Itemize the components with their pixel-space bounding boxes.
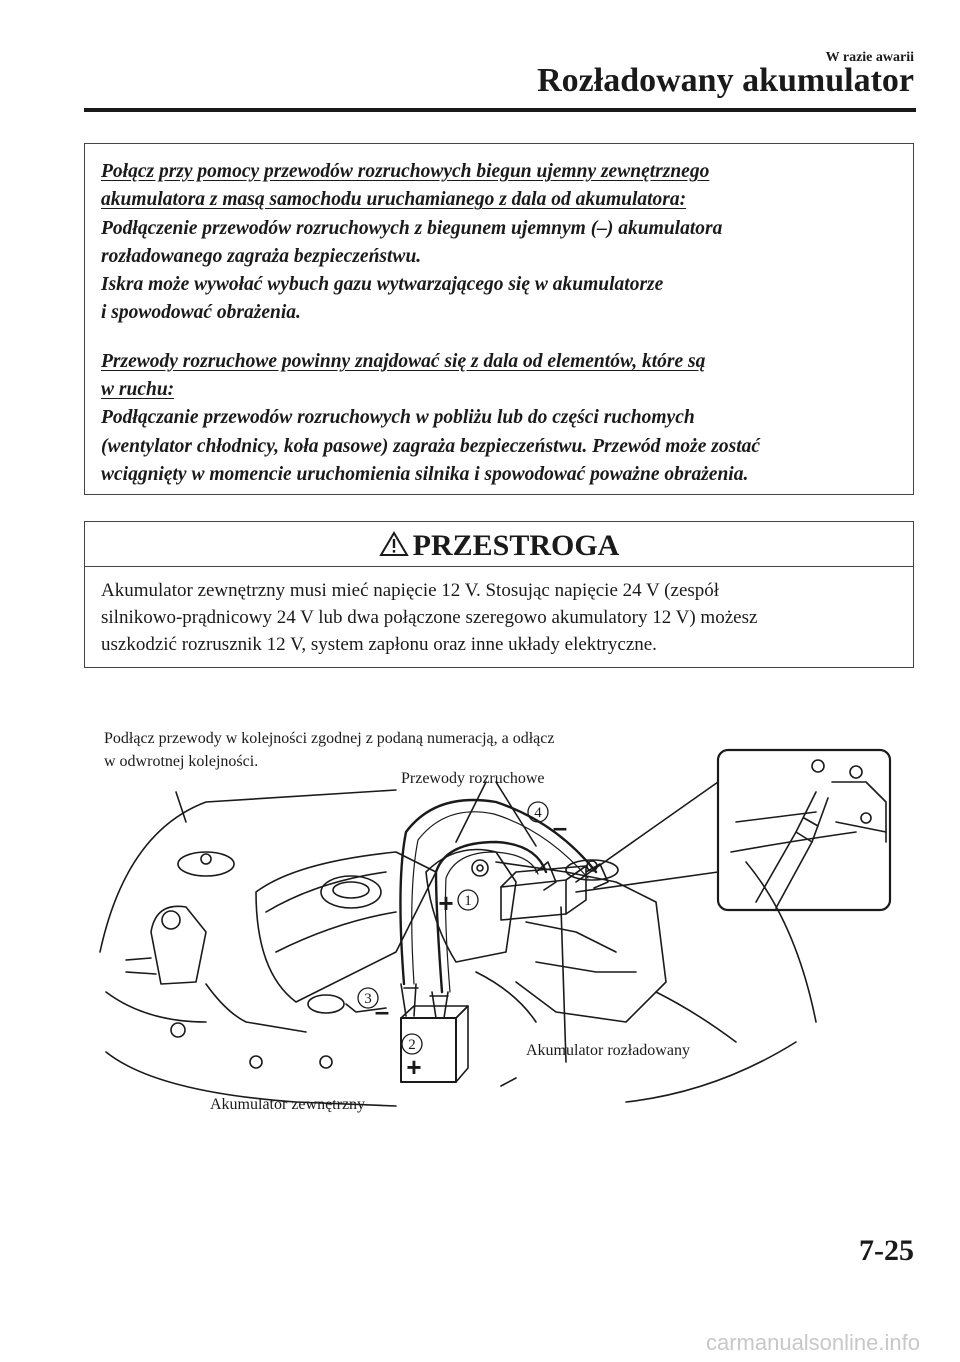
- warning-text-line: Podłączanie przewodów rozruchowych w pobliżu lub do części ruchomych: [101, 407, 695, 429]
- warning-heading-line: Połącz przy pomocy przewodów rozruchowych biegun ujemny zewnętrznego: [101, 161, 710, 182]
- caution-text-line: Akumulator zewnętrzny musi mieć napięcie 12 V. Stosując napięcie 24 V (zespół: [101, 580, 720, 601]
- step-2-label: 2: [408, 1037, 416, 1053]
- warning-text-line: rozładowanego zagraża bezpieczeństwu.: [101, 245, 422, 267]
- caution-text-line: uszkodzić rozrusznik 12 V, system zapłonu oraz inne układy elektryczne.: [101, 634, 657, 655]
- warning-text-line: wciągnięty w momencie uruchomienia silnika i spowodować poważne obrażenia.: [101, 463, 749, 485]
- step-3-label: 3: [364, 991, 372, 1007]
- label-external-battery: Akumulator zewnętrzny: [210, 1096, 366, 1113]
- section-title: W razie awarii: [825, 50, 914, 65]
- header-divider: [84, 108, 916, 112]
- page-title: Rozładowany akumulator: [537, 62, 914, 99]
- figure-instruction: w odwrotnej kolejności.: [104, 753, 259, 770]
- page-number: 7-25: [859, 1234, 914, 1267]
- warning-heading-line: w ruchu:: [101, 379, 175, 401]
- caution-box: [84, 521, 914, 668]
- minus-sign: –: [552, 812, 568, 842]
- label-discharged-battery: Akumulator rozładowany: [526, 1042, 690, 1059]
- warning-heading-line: Przewody rozruchowe powinny znajdować się z dala od elementów, które są: [101, 350, 706, 372]
- label-jumper-cables: Przewody rozruchowe: [401, 770, 545, 787]
- step-4-label: 4: [534, 805, 542, 821]
- caution-text-line: silnikowo-prądnicowy 24 V lub dwa połączone szeregowo akumulatory 12 V) możesz: [101, 607, 758, 628]
- caution-header: [85, 522, 913, 567]
- minus-sign: –: [374, 996, 390, 1026]
- plus-sign: +: [438, 888, 454, 918]
- caution-title: PRZESTROGA: [412, 529, 620, 562]
- plus-sign: +: [406, 1052, 422, 1082]
- watermark: carmanualsonline.info: [705, 1330, 920, 1355]
- figure-instruction: Podłącz przewody w kolejności zgodnej z podaną numeracją, a odłącz: [104, 730, 555, 747]
- warning-box: [84, 143, 914, 495]
- warning-text-line: Podłączenie przewodów rozruchowych z biegunem ujemnym (–) akumulatora: [101, 217, 723, 239]
- warning-text-line: (wentylator chłodnicy, koła pasowe) zagraża bezpieczeństwu. Przewód może zostać: [101, 435, 761, 457]
- warning-triangle-icon: [379, 531, 409, 557]
- warning-text-line: i spowodować obrażenia.: [101, 302, 301, 324]
- warning-heading-line: akumulatora z masą samochodu uruchamianego z dala od akumulatora:: [101, 189, 687, 211]
- warning-text-line: Iskra może wywołać wybuch gazu wytwarzającego się w akumulatorze: [101, 274, 664, 296]
- caution-body: [85, 567, 913, 658]
- jump-start-illustration: [96, 722, 896, 1122]
- step-1-label: 1: [464, 893, 472, 909]
